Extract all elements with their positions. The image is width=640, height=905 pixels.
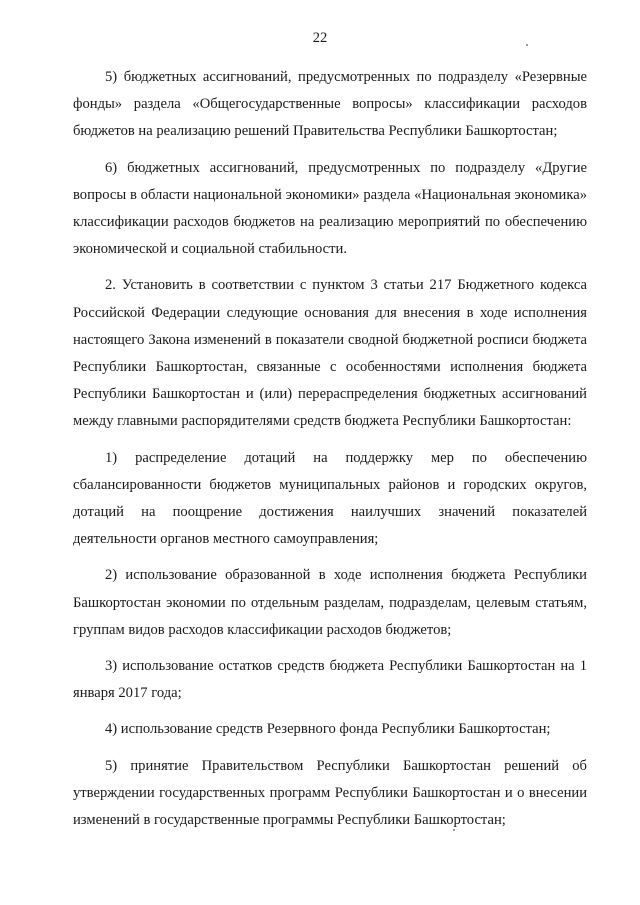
paragraph-item-5-state-programs: 5) принятие Правительством Республики Башкортостан решений об утверждении государственных программ Республики Башкортостан и о внесении изменений в государственные программы Республики Башкортостан; bbox=[73, 757, 587, 829]
paragraph-item-5-reserve-funds: 5) бюджетных ассигнований, предусмотренных по подразделу «Резервные фонды» раздела «Общегосударственные вопросы» классификации расходов бюджетов на реализацию решений Правительства Республики Башкортостан; bbox=[73, 69, 587, 140]
paragraph-item-4-reserve-fund: 4) использование средств Резервного фонда Республики Башкортостан; bbox=[105, 721, 551, 738]
page-number: 22 bbox=[312, 30, 328, 46]
paragraph-item-3-balances: 3) использование остатков средств бюджета Республики Башкортостан на 1 января 2017 года; bbox=[73, 658, 587, 702]
paragraph-item-2-savings: 2) использование образованной в ходе исполнения бюджета Республики Башкортостан экономии по отдельным разделам, подразделам, целевым статьям, группам видов расходов классификации расходов бюджетов; bbox=[73, 567, 587, 638]
scan-speck bbox=[453, 829, 455, 831]
paragraph-item-1-subsidies: 1) распределение дотаций на поддержку мер по обеспечению сбалансированности бюджетов муниципальных районов и городских округов, дотаций на поощрение достижения наилучших значений показателей деятельности органов местного самоуправления; bbox=[73, 449, 587, 548]
scan-speck bbox=[526, 44, 528, 46]
paragraph-item-6-national-economy: 6) бюджетных ассигнований, предусмотренных по подразделу «Другие вопросы в области национальной экономики» раздела «Национальная экономика» классификации расходов бюджетов на реализацию мероприятий по обеспечению экономической и социальной стабильности. bbox=[73, 159, 587, 258]
document-body bbox=[73, 64, 587, 843]
paragraph-section-2: 2. Установить в соответствии с пунктом 3 статьи 217 Бюджетного кодекса Российской Федерации следующие основания для внесения в ходе исполнения настоящего Закона изменений в показатели сводной бюджетной росписи бюджета Республики Башкортостан, связанные с особенностями исполнения бюджета Республики Башкортостан и (или) перераспределения бюджетных ассигнований между главными распорядителями средств бюджета Республики Башкортостан: bbox=[73, 277, 587, 430]
